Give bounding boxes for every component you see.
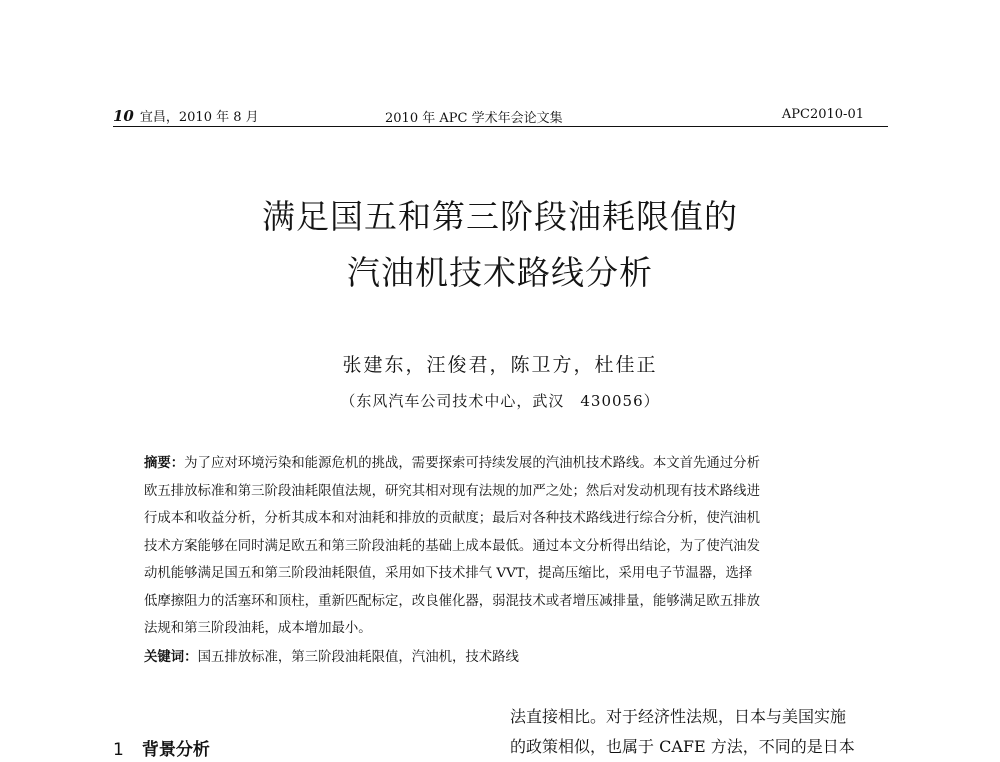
body-line: 的政策相似，也属于 CAFE 方法，不同的是日本 bbox=[510, 737, 855, 756]
section-heading bbox=[113, 735, 210, 760]
body-line: 法直接相比。对于经济性法规，日本与美国实施 bbox=[510, 707, 847, 726]
abstract-line: 法规和第三阶段油耗，成本增加最小。 bbox=[144, 621, 372, 636]
keywords-text: 国五排放标准，第三阶段油耗限值，汽油机，技术路线 bbox=[197, 650, 519, 665]
paper-title-line-2: 汽油机技术路线分析 bbox=[347, 253, 653, 292]
authors: 张建东，汪俊君，陈卫方，杜佳正 bbox=[342, 354, 658, 376]
header-left bbox=[113, 106, 259, 125]
abstract-line: 技术方案能够在同时满足欧五和第三阶段油耗的基础上成本最低。通过本文分析得出结论，为了使汽油发 bbox=[144, 538, 760, 554]
keywords bbox=[144, 646, 858, 665]
abstract-line: 欧五排放标准和第三阶段油耗限值法规，研究其相对现有法规的加严之处；然后对发动机现有技术路线进 bbox=[144, 483, 760, 499]
abstract-line: 低摩擦阻力的活塞环和顶柱，重新匹配标定，改良催化器，弱混技术或者增压减排量，能够满足欧五排放 bbox=[144, 593, 760, 609]
affiliation: （东风汽车公司技术中心，武汉 430056） bbox=[340, 392, 660, 410]
body-right-column bbox=[510, 702, 888, 762]
abstract-line: 动机能够满足国五和第三阶段油耗限值，采用如下技术排气 VVT，提高压缩比，采用电子节温器，选择 bbox=[144, 566, 753, 581]
section-title: 背景分析 bbox=[141, 740, 210, 760]
keywords-label: 关键词： bbox=[144, 649, 198, 665]
paper-title-line-1: 满足国五和第三阶段油耗限值的 bbox=[262, 197, 738, 236]
section-number: 1 bbox=[113, 740, 124, 760]
abstract-line: 摘要：为了应对环境污染和能源危机的挑战，需要探索可持续发展的汽油机技术路线。本文首先通过分析 bbox=[144, 455, 760, 471]
header-location-date: 宜昌，2010 年 8 月 bbox=[139, 110, 259, 125]
page-number: 10 bbox=[113, 107, 134, 125]
header-proceedings-title: 2010 年 APC 学术年会论文集 bbox=[385, 111, 563, 126]
abstract-label: 摘要： bbox=[144, 455, 185, 471]
abstract-line: 行成本和收益分析，分析其成本和对油耗和排放的贡献度；最后对各种技术路线进行综合分析，使汽油机 bbox=[144, 511, 760, 526]
running-header bbox=[113, 104, 888, 127]
abstract bbox=[144, 450, 858, 643]
header-paper-id: APC2010-01 bbox=[781, 107, 864, 122]
